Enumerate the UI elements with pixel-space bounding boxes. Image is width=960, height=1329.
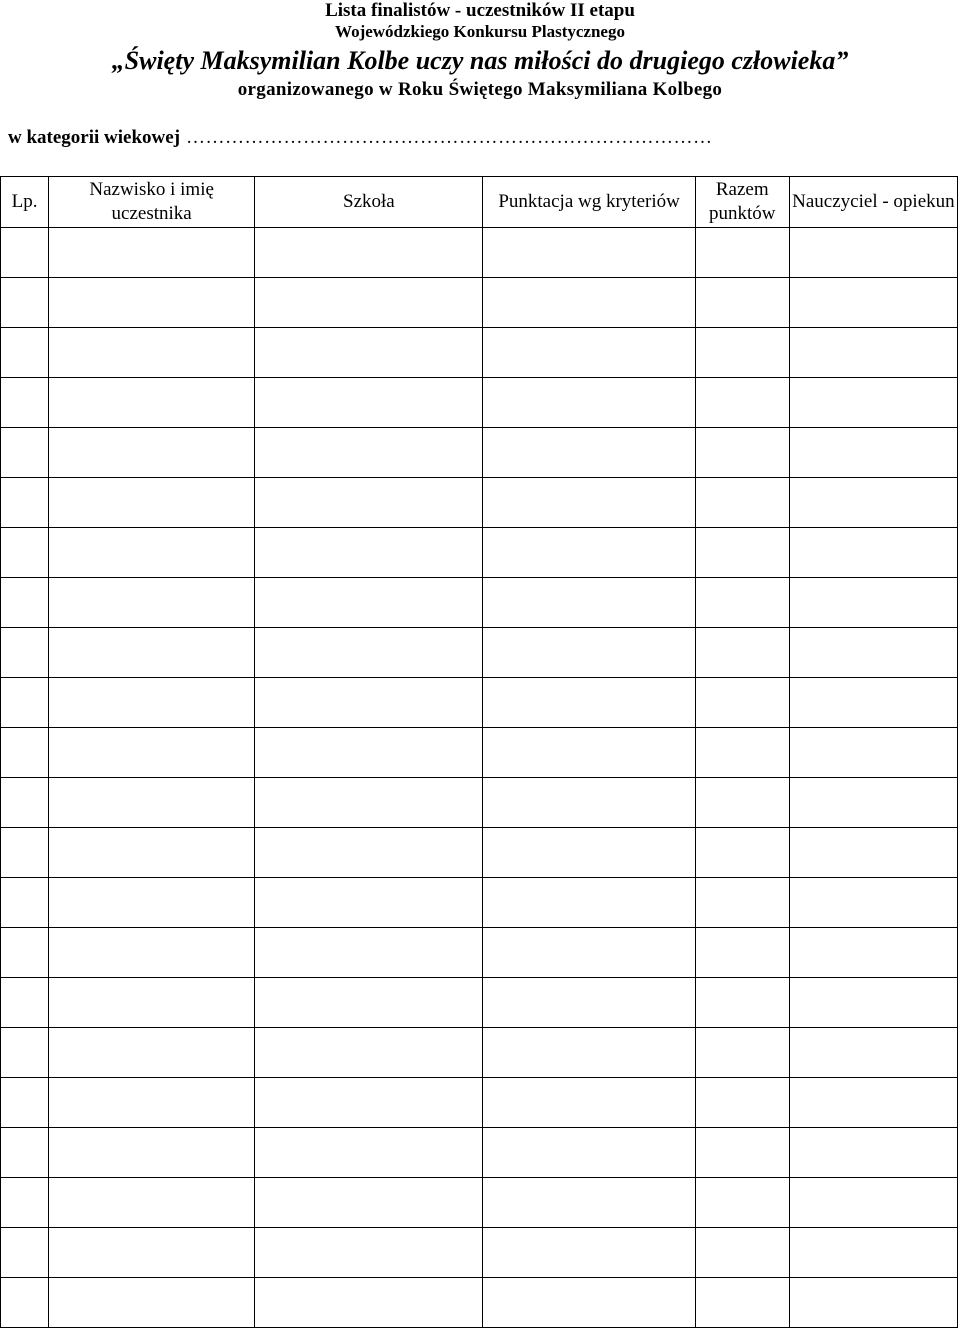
cell-teacher: [789, 478, 957, 528]
cell-total: [695, 278, 789, 328]
cell-lp: [1, 1128, 49, 1178]
cell-school: [255, 578, 483, 628]
column-header-points: Punktacja wg kryteriów: [483, 177, 695, 228]
cell-lp: [1, 728, 49, 778]
cell-points: [483, 878, 695, 928]
cell-name: [49, 628, 255, 678]
table-row: [1, 1128, 958, 1178]
table-row: [1, 978, 958, 1028]
cell-lp: [1, 628, 49, 678]
cell-lp: [1, 478, 49, 528]
table-body: [1, 228, 958, 1328]
cell-points: [483, 378, 695, 428]
cell-total: [695, 1178, 789, 1228]
cell-name: [49, 1228, 255, 1278]
cell-name: [49, 528, 255, 578]
cell-teacher: [789, 778, 957, 828]
cell-teacher: [789, 878, 957, 928]
cell-total: [695, 1228, 789, 1278]
cell-school: [255, 878, 483, 928]
table-header-row: [1, 177, 958, 228]
cell-teacher: [789, 278, 957, 328]
cell-total: [695, 878, 789, 928]
table-row: [1, 1228, 958, 1278]
cell-name: [49, 378, 255, 428]
cell-lp: [1, 578, 49, 628]
organizer-note: organizowanego w Roku Świętego Maksymiliana Kolbego: [237, 79, 723, 100]
cell-school: [255, 628, 483, 678]
cell-teacher: [789, 678, 957, 728]
cell-lp: [1, 1028, 49, 1078]
cell-school: [255, 1078, 483, 1128]
cell-school: [255, 1228, 483, 1278]
cell-points: [483, 1078, 695, 1128]
cell-teacher: [789, 1028, 957, 1078]
cell-lp: [1, 1278, 49, 1328]
cell-lp: [1, 328, 49, 378]
table-row: [1, 228, 958, 278]
table-row: [1, 728, 958, 778]
table-row: [1, 928, 958, 978]
cell-school: [255, 678, 483, 728]
cell-total: [695, 1278, 789, 1328]
cell-name: [49, 428, 255, 478]
table-row: [1, 628, 958, 678]
cell-lp: [1, 928, 49, 978]
cell-teacher: [789, 1228, 957, 1278]
cell-points: [483, 628, 695, 678]
cell-points: [483, 1278, 695, 1328]
cell-teacher: [789, 928, 957, 978]
contest-motto: „Święty Maksymilian Kolbe uczy nas miłości do drugiego człowieka”: [111, 46, 849, 75]
cell-lp: [1, 778, 49, 828]
cell-school: [255, 228, 483, 278]
cell-points: [483, 1128, 695, 1178]
cell-points: [483, 428, 695, 478]
cell-school: [255, 778, 483, 828]
cell-name: [49, 1028, 255, 1078]
table-row: [1, 428, 958, 478]
cell-teacher: [789, 628, 957, 678]
column-header-lp: Lp.: [1, 177, 49, 228]
cell-school: [255, 728, 483, 778]
cell-teacher: [789, 828, 957, 878]
cell-lp: [1, 528, 49, 578]
cell-total: [695, 778, 789, 828]
cell-name: [49, 728, 255, 778]
cell-teacher: [789, 1178, 957, 1228]
cell-teacher: [789, 228, 957, 278]
cell-teacher: [789, 1278, 957, 1328]
age-category-line: [8, 127, 713, 149]
cell-name: [49, 928, 255, 978]
table-row: [1, 378, 958, 428]
cell-total: [695, 428, 789, 478]
cell-name: [49, 578, 255, 628]
cell-total: [695, 728, 789, 778]
cell-points: [483, 678, 695, 728]
table-row: [1, 278, 958, 328]
cell-total: [695, 578, 789, 628]
table-row: [1, 1278, 958, 1328]
cell-lp: [1, 1078, 49, 1128]
column-header-name: Nazwisko i imię uczestnika: [49, 177, 255, 228]
age-category-label: w kategorii wiekowej: [8, 127, 181, 148]
cell-points: [483, 728, 695, 778]
cell-school: [255, 1128, 483, 1178]
cell-teacher: [789, 328, 957, 378]
cell-school: [255, 528, 483, 578]
cell-total: [695, 978, 789, 1028]
column-header-teacher: Nauczyciel - opiekun: [789, 177, 957, 228]
cell-lp: [1, 278, 49, 328]
cell-total: [695, 378, 789, 428]
cell-points: [483, 528, 695, 578]
column-header-school: Szkoła: [255, 177, 483, 228]
cell-lp: [1, 878, 49, 928]
cell-name: [49, 678, 255, 728]
cell-school: [255, 1178, 483, 1228]
table-row: [1, 828, 958, 878]
cell-name: [49, 1178, 255, 1228]
column-header-total: Razem punktów: [695, 177, 789, 228]
cell-teacher: [789, 978, 957, 1028]
cell-total: [695, 228, 789, 278]
cell-points: [483, 1228, 695, 1278]
table-row: [1, 1078, 958, 1128]
cell-school: [255, 928, 483, 978]
cell-name: [49, 278, 255, 328]
cell-name: [49, 1128, 255, 1178]
document-title: Lista finalistów - uczestników II etapu: [325, 0, 635, 21]
cell-points: [483, 1178, 695, 1228]
cell-total: [695, 528, 789, 578]
cell-teacher: [789, 1078, 957, 1128]
cell-points: [483, 578, 695, 628]
cell-lp: [1, 378, 49, 428]
cell-school: [255, 278, 483, 328]
cell-teacher: [789, 428, 957, 478]
age-category-fill-in: ………………………………………………………………………: [186, 127, 713, 148]
cell-points: [483, 978, 695, 1028]
cell-lp: [1, 428, 49, 478]
cell-school: [255, 1028, 483, 1078]
cell-school: [255, 378, 483, 428]
table-row: [1, 478, 958, 528]
cell-points: [483, 928, 695, 978]
table-row: [1, 328, 958, 378]
cell-school: [255, 828, 483, 878]
cell-points: [483, 328, 695, 378]
cell-name: [49, 978, 255, 1028]
cell-school: [255, 328, 483, 378]
table-row: [1, 878, 958, 928]
cell-points: [483, 478, 695, 528]
cell-teacher: [789, 728, 957, 778]
cell-lp: [1, 1178, 49, 1228]
cell-lp: [1, 828, 49, 878]
cell-school: [255, 978, 483, 1028]
cell-lp: [1, 978, 49, 1028]
cell-points: [483, 778, 695, 828]
table-row: [1, 778, 958, 828]
contest-name: Wojewódzkiego Konkursu Plastycznego: [335, 22, 625, 41]
table-row: [1, 1178, 958, 1228]
table-row: [1, 678, 958, 728]
cell-lp: [1, 228, 49, 278]
cell-points: [483, 828, 695, 878]
cell-school: [255, 1278, 483, 1328]
cell-name: [49, 828, 255, 878]
cell-teacher: [789, 578, 957, 628]
cell-points: [483, 1028, 695, 1078]
cell-name: [49, 878, 255, 928]
table-row: [1, 578, 958, 628]
table-row: [1, 1028, 958, 1078]
cell-name: [49, 1278, 255, 1328]
cell-total: [695, 478, 789, 528]
cell-name: [49, 478, 255, 528]
cell-name: [49, 328, 255, 378]
cell-total: [695, 1128, 789, 1178]
cell-lp: [1, 1228, 49, 1278]
cell-total: [695, 328, 789, 378]
cell-teacher: [789, 528, 957, 578]
cell-name: [49, 228, 255, 278]
cell-total: [695, 1028, 789, 1078]
cell-total: [695, 828, 789, 878]
cell-points: [483, 228, 695, 278]
table-row: [1, 528, 958, 578]
cell-name: [49, 778, 255, 828]
cell-school: [255, 478, 483, 528]
cell-name: [49, 1078, 255, 1128]
cell-teacher: [789, 378, 957, 428]
cell-total: [695, 628, 789, 678]
cell-lp: [1, 678, 49, 728]
finalists-table: [0, 176, 958, 1328]
cell-total: [695, 678, 789, 728]
cell-school: [255, 428, 483, 478]
cell-total: [695, 1078, 789, 1128]
cell-teacher: [789, 1128, 957, 1178]
cell-points: [483, 278, 695, 328]
cell-total: [695, 928, 789, 978]
